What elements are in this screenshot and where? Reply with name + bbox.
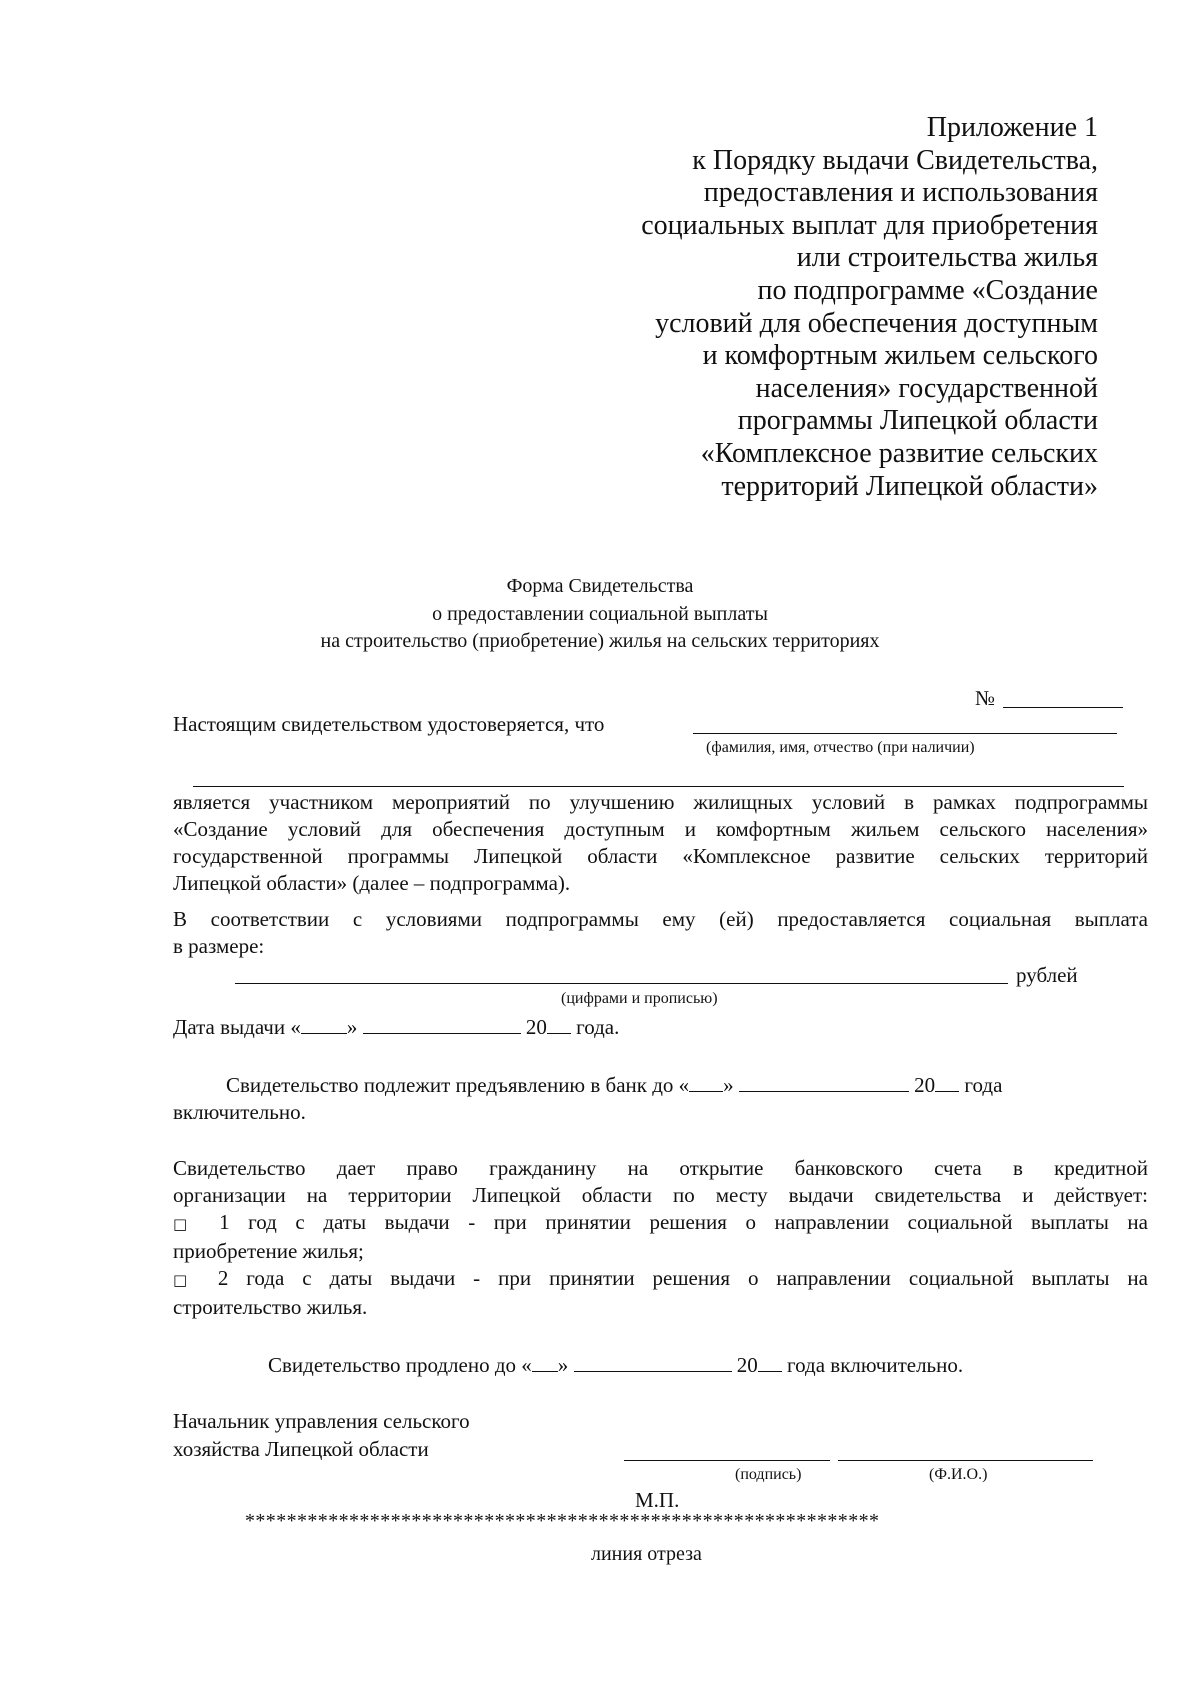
- issue-month-field[interactable]: [363, 1013, 521, 1034]
- signatory-name-field[interactable]: [838, 1460, 1093, 1461]
- annex-line: программы Липецкой области: [737, 405, 1098, 437]
- extension-month-field[interactable]: [574, 1351, 732, 1372]
- extension-prefix: Свидетельство продлено до «: [268, 1353, 532, 1377]
- separator-stars: *************************************************************: [245, 1510, 880, 1532]
- checkbox-option-1[interactable]: □: [173, 1215, 201, 1233]
- number-label: №: [975, 686, 996, 710]
- issue-date-prefix: Дата выдачи «: [173, 1015, 301, 1039]
- issue-day-field[interactable]: [301, 1013, 347, 1034]
- bank-day-field[interactable]: [689, 1071, 723, 1092]
- payment-line: В соответствии с условиями подпрограммы ему (ей) предоставляется социальная выплата: [173, 907, 1148, 931]
- option-2-text: 2 года с даты выдачи - при принятии решения о направлении социальной выплаты на: [199, 1266, 1148, 1290]
- bank-deadline-row: [226, 1071, 1002, 1098]
- rights-line: Свидетельство дает право гражданину на открытие банковского счета в кредитной: [173, 1156, 1148, 1180]
- signature-caption: (подпись): [735, 1466, 802, 1483]
- bank-year-field[interactable]: [935, 1071, 959, 1092]
- participant-line: Липецкой области» (далее – подпрограмма).: [173, 871, 571, 895]
- amount-caption: (цифрами и прописью): [561, 990, 718, 1007]
- extension-row: [268, 1351, 963, 1378]
- signature-field[interactable]: [624, 1460, 830, 1461]
- annex-line: предоставления и использования: [703, 177, 1098, 209]
- full-name-field[interactable]: [693, 733, 1117, 734]
- extension-day-field[interactable]: [532, 1351, 558, 1372]
- bank-month-field[interactable]: [739, 1071, 909, 1092]
- rights-paragraph: [173, 1155, 1148, 1321]
- annex-line: и комфортным жильем сельского: [702, 340, 1098, 372]
- annex-header: [538, 112, 1098, 503]
- option-1-line2: приобретение жилья;: [173, 1239, 364, 1263]
- signatory-title-line1: Начальник управления сельского: [173, 1409, 470, 1433]
- annex-line: по подпрограмме «Создание: [757, 274, 1098, 306]
- annex-line: условий для обеспечения доступным: [655, 307, 1098, 339]
- payment-line: в размере:: [173, 934, 265, 958]
- annex-line: или строительства жилья: [796, 242, 1098, 274]
- issue-date-suffix: года.: [570, 1015, 620, 1039]
- annex-line: социальных выплат для приобретения: [641, 209, 1098, 241]
- annex-line: населения» государственной: [755, 372, 1098, 404]
- stamp-label: М.П.: [635, 1488, 680, 1512]
- bank-deadline-line2: включительно.: [173, 1100, 306, 1124]
- participant-line: «Создание условий для обеспечения доступным и комфортным жильем сельского населения»: [173, 817, 1148, 841]
- form-title: [0, 573, 1200, 656]
- issue-date-quote: »: [346, 1015, 358, 1039]
- extension-suffix: года включительно.: [781, 1353, 964, 1377]
- participant-line: государственной программы Липецкой области «Комплексное развитие сельских территорий: [173, 844, 1148, 868]
- cut-line-label: линия отреза: [591, 1543, 702, 1565]
- full-name-caption: (фамилия, имя, отчество (при наличии): [706, 739, 975, 756]
- signatory-title-line2: хозяйства Липецкой области: [173, 1437, 429, 1461]
- option-2-line2: строительство жилья.: [173, 1295, 368, 1319]
- form-title-line: о предоставлении социальной выплаты: [432, 602, 768, 625]
- extension-year-prefix: 20: [736, 1353, 758, 1377]
- extension-quote: »: [557, 1353, 569, 1377]
- participant-paragraph: [173, 789, 1148, 897]
- currency-label: рублей: [1016, 963, 1078, 987]
- checkbox-option-2[interactable]: □: [173, 1271, 200, 1289]
- issue-year-field[interactable]: [547, 1013, 571, 1034]
- rights-line: организации на территории Липецкой области по месту выдачи свидетельства и действует:: [173, 1183, 1148, 1207]
- participant-line: является участником мероприятий по улучшению жилищных условий в рамках подпрограммы: [173, 790, 1148, 814]
- bank-deadline-quote: »: [723, 1073, 734, 1097]
- payment-paragraph: [173, 906, 1148, 960]
- annex-line: к Порядку выдачи Свидетельства,: [692, 144, 1098, 176]
- full-name-continuation-field[interactable]: [193, 786, 1124, 787]
- option-1: [173, 1209, 1148, 1238]
- annex-line: «Комплексное развитие сельских: [700, 437, 1098, 469]
- certificate-number-field[interactable]: [1003, 707, 1123, 708]
- issue-date-row: [173, 1013, 619, 1040]
- form-title-line: на строительство (приобретение) жилья на сельских территориях: [320, 630, 880, 652]
- annex-line: Приложение 1: [926, 112, 1098, 143]
- bank-year-prefix: 20: [914, 1073, 936, 1097]
- bank-deadline-prefix: Свидетельство подлежит предъявлению в банк до «: [226, 1073, 690, 1097]
- signatory-name-caption: (Ф.И.О.): [929, 1466, 988, 1483]
- certifies-text: Настоящим свидетельством удостоверяется, что: [173, 712, 605, 736]
- annex-line: территорий Липецкой области»: [721, 470, 1098, 502]
- bank-deadline-suffix: года: [959, 1073, 1003, 1097]
- option-2: [173, 1265, 1148, 1294]
- form-title-line: Форма Свидетельства: [506, 575, 694, 597]
- payment-amount-field[interactable]: [235, 983, 1008, 984]
- extension-year-field[interactable]: [758, 1351, 782, 1372]
- option-1-text: 1 год с даты выдачи - при принятии решения о направлении социальной выплаты на: [200, 1210, 1148, 1234]
- issue-year-prefix: 20: [525, 1015, 547, 1039]
